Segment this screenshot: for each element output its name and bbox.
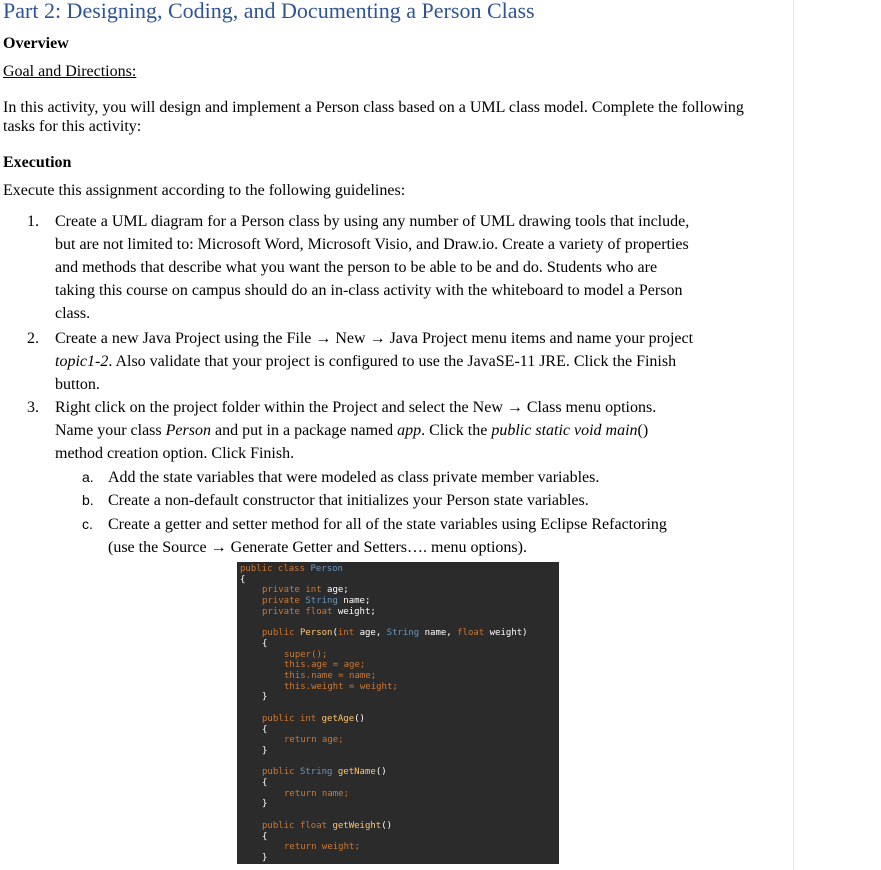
code-getter-signature [262, 821, 392, 832]
code-statement: return name; [284, 788, 350, 799]
step-2 [27, 327, 695, 396]
code-brace: } [262, 745, 268, 756]
code-keyword: public [262, 628, 295, 639]
code-line-class [240, 564, 343, 575]
code-type: float [299, 820, 328, 831]
step-text: and put in a package named [210, 422, 398, 439]
step-text: Create a UML diagram for a Person class by using any number of UML drawing tools that include, but are not limited to: Microsoft Word, Microsoft Visio, and Draw.io. Create a variety of properties and methods that describe what you want the person to be able to be and do. Students who are taking this course on campus should do an in-class activity with the whiteboard to model a Person class. [55, 213, 690, 322]
code-keyword: public [262, 713, 295, 724]
code-identifier: weight; [337, 606, 376, 617]
step-number: 1. [27, 213, 39, 230]
overview-heading: Overview [3, 35, 69, 52]
substep-text: Add the state variables that were modeled as class private member variables. [108, 469, 600, 486]
code-keyword: private [262, 606, 300, 617]
code-keyword: public class [240, 564, 306, 574]
goal-heading: Goal and Directions: [3, 63, 137, 80]
code-statement: this.weight = weight; [284, 681, 398, 692]
code-type: int [337, 628, 355, 639]
code-field [262, 585, 349, 596]
code-identifier: name; [343, 596, 371, 607]
class-name: Person [165, 422, 211, 439]
substep-c [82, 513, 668, 559]
step-text: . Click the [421, 422, 492, 439]
intro-paragraph: In this activity, you will design and implement a Person class based on a UML class model. Complete the following tasks for this activity: [3, 99, 744, 135]
substep-text: Create a getter and setter method for all of the state variables using Eclipse Refactoring (use the Source → Generate Getter and Setters…. menu options). [108, 516, 667, 556]
code-brace: } [262, 799, 268, 810]
code-type: String [299, 767, 333, 778]
code-parens: () [381, 820, 393, 831]
code-class-name: Person [310, 564, 343, 574]
code-brace: { [240, 574, 246, 585]
code-statement: return weight; [284, 842, 360, 853]
execution-intro: Execute this assignment according to the following guidelines: [3, 182, 406, 199]
code-brace: } [262, 852, 268, 863]
main-method: public static void main [491, 422, 638, 439]
code-keyword: private [262, 596, 300, 607]
code-getter-signature [262, 714, 365, 725]
code-keyword: private [262, 585, 300, 596]
code-method-name: getAge [321, 713, 355, 724]
code-method-name: getName [337, 767, 376, 778]
code-field [262, 607, 376, 618]
substep-text: Create a non-default constructor that initializes your Person state variables. [108, 492, 589, 509]
code-brace: { [262, 638, 268, 649]
code-method-name: Person [299, 628, 333, 639]
step-3 [27, 396, 695, 465]
code-field [262, 596, 370, 607]
code-param: weight) [489, 628, 528, 639]
code-statement: return age; [284, 735, 344, 746]
step-text: () method creation option. Click Finish. [55, 422, 649, 462]
code-type: int [299, 713, 317, 724]
step-number: 3. [27, 399, 39, 416]
code-keyword: public [262, 820, 295, 831]
code-keyword: public [262, 767, 295, 778]
substep-a [82, 466, 708, 489]
code-brace: { [262, 724, 268, 735]
substep-letter: b. [82, 492, 94, 508]
step-text: Right click on the project folder within the Project and select the New → Class menu options. Name your class [55, 399, 657, 439]
code-type: float [305, 606, 333, 617]
execution-heading: Execution [3, 154, 72, 171]
code-screenshot [237, 562, 559, 864]
code-getter-signature [262, 767, 387, 778]
code-statement: super(); [284, 649, 328, 660]
code-brace: { [262, 778, 268, 788]
code-type: float [457, 628, 485, 639]
page-margin [793, 0, 881, 870]
code-type: String [386, 628, 420, 639]
code-param: age, [359, 628, 382, 639]
code-method-name: getWeight [332, 820, 382, 831]
code-brace: } [262, 692, 268, 703]
code-statement: this.name = name; [284, 671, 377, 681]
step-number: 2. [27, 330, 39, 347]
code-statement: this.age = age; [284, 660, 366, 671]
project-name: topic1-2 [55, 353, 109, 370]
code-type: String [305, 596, 338, 607]
code-type: int [305, 585, 322, 596]
code-constructor-signature: public Person(int age, String name, float weight) [262, 628, 528, 639]
code-param: name, [424, 628, 452, 639]
substep-letter: a. [82, 469, 94, 485]
step-1 [27, 210, 695, 325]
step-text: Create a new Java Project using the File → New → Java Project menu items and name your project [55, 330, 694, 347]
page-title: Part 2: Designing, Coding, and Documenting a Person Class [3, 0, 535, 23]
code-parens: () [375, 767, 387, 778]
code-brace: { [262, 831, 268, 842]
code-identifier: age; [327, 585, 349, 596]
substep-letter: c. [82, 516, 93, 532]
step-text: . Also validate that your project is configured to use the JavaSE-11 JRE. Click the Finish button. [55, 353, 677, 393]
substep-b [82, 489, 708, 512]
package-name: app [397, 422, 422, 439]
code-parens: () [354, 713, 365, 724]
